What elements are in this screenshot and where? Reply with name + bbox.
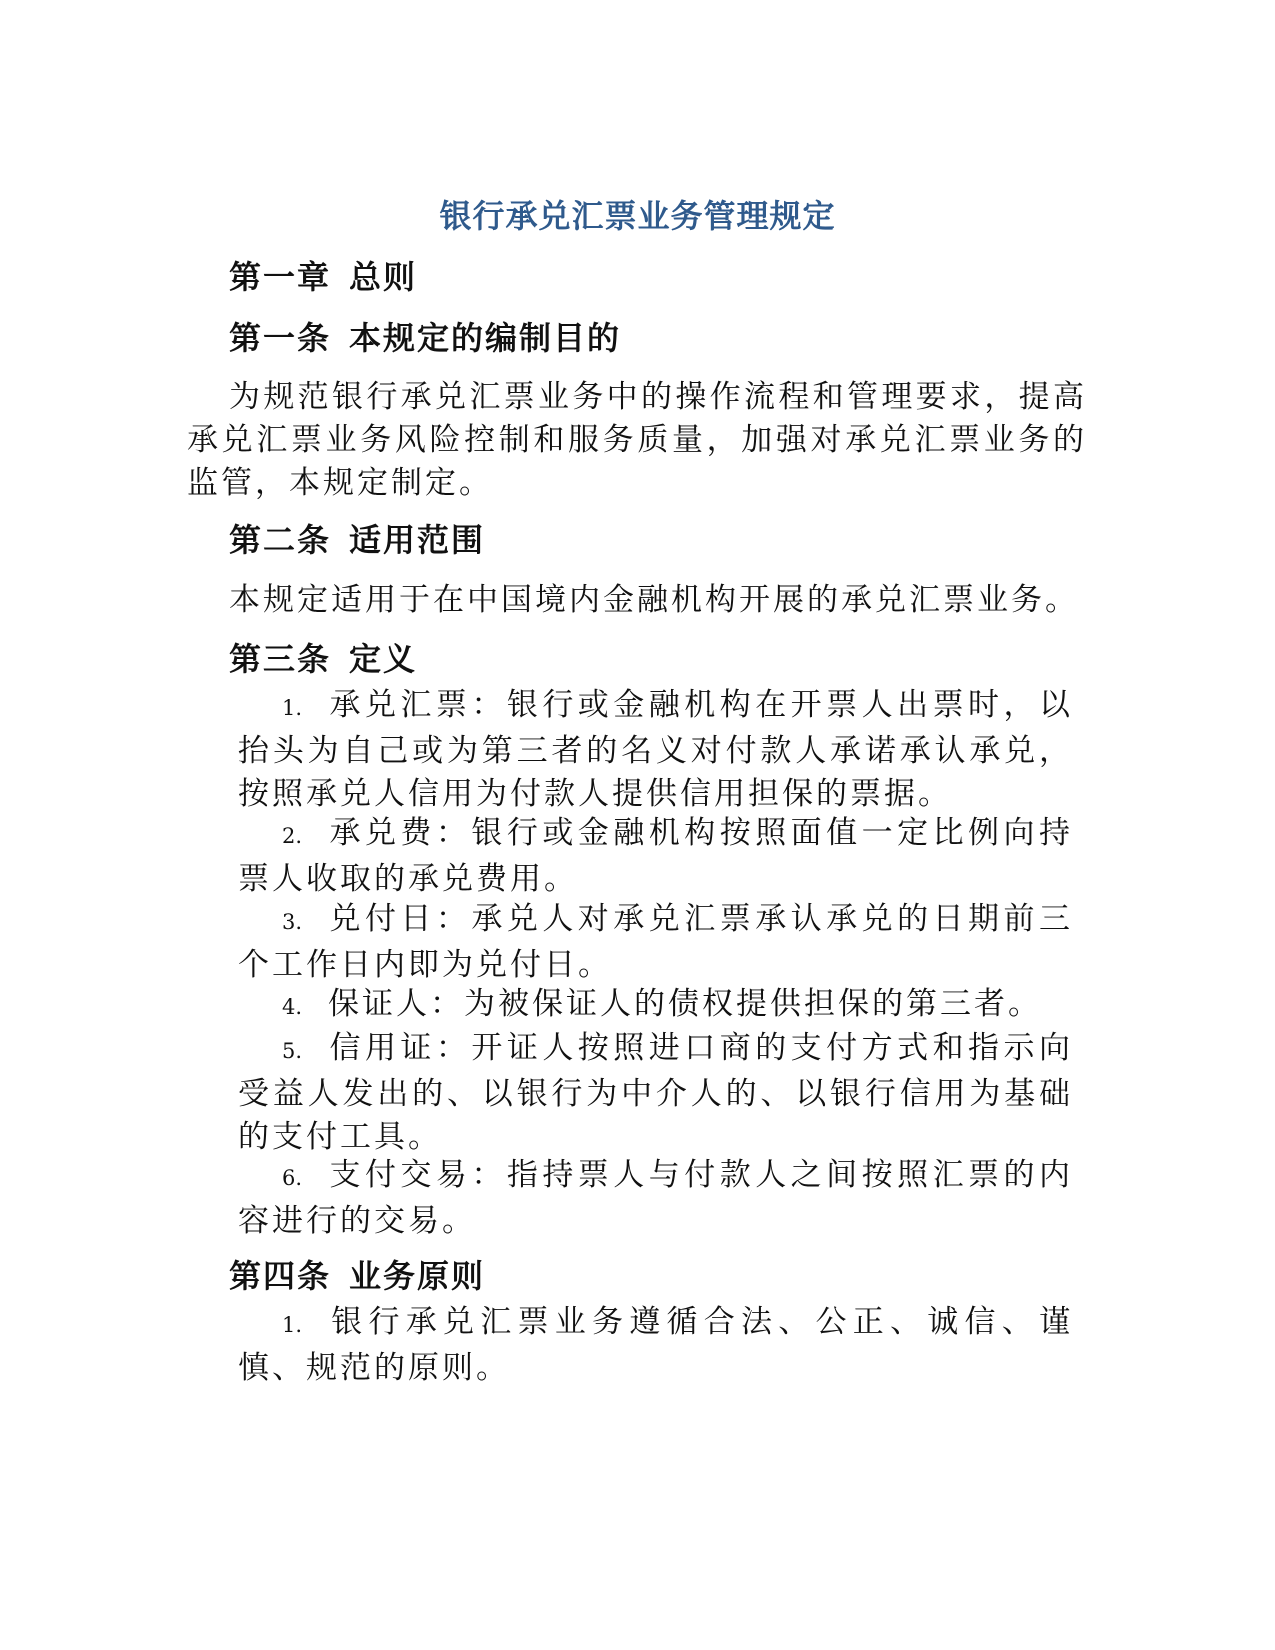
principle-item	[238, 1301, 1073, 1390]
list-number: 1.	[282, 1313, 303, 1337]
article-3-heading	[229, 637, 417, 681]
definition-item	[238, 684, 1073, 816]
article-2-label: 第二条	[229, 521, 332, 559]
article-4-label: 第四条	[229, 1257, 332, 1295]
article-2-body: 本规定适用于在中国境内金融机构开展的承兑汇票业务。	[229, 582, 1079, 618]
list-number: 2.	[282, 824, 303, 848]
list-number: 3.	[282, 910, 303, 934]
definition-item	[238, 1027, 1073, 1159]
article-4-name: 业务原则	[349, 1257, 486, 1295]
list-text: 保证人：为被保证人的债权提供担保的第三者。	[328, 986, 1042, 1022]
list-number: 6.	[282, 1166, 303, 1190]
list-text: 信用证：开证人按照进口商的支付方式和指示向受益人发出的、以银行为中介人的、以银行信用为基础的支付工具。	[238, 1030, 1073, 1155]
article-1-label: 第一条	[229, 319, 332, 357]
document-title: 银行承兑汇票业务管理规定	[439, 197, 836, 235]
article-3-label: 第三条	[229, 640, 332, 678]
list-number: 4.	[282, 995, 303, 1019]
chapter-heading	[229, 255, 417, 299]
list-number: 1.	[282, 696, 303, 720]
definition-item	[238, 812, 1073, 901]
definition-item	[238, 1154, 1073, 1243]
list-text: 承兑汇票：银行或金融机构在开票人出票时，以抬头为自己或为第三者的名义对付款人承诺承认承兑，按照承兑人信用为付款人提供信用担保的票据。	[238, 687, 1073, 812]
list-text: 支付交易：指持票人与付款人之间按照汇票的内容进行的交易。	[238, 1157, 1073, 1239]
list-number: 5.	[282, 1039, 303, 1063]
chapter-name: 总则	[349, 258, 418, 296]
definition-item	[238, 898, 1073, 987]
article-1-heading	[229, 316, 621, 360]
list-text: 承兑费：银行或金融机构按照面值一定比例向持票人收取的承兑费用。	[238, 815, 1073, 897]
article-2-name: 适用范围	[349, 521, 486, 559]
list-text: 兑付日：承兑人对承兑汇票承认承兑的日期前三个工作日内即为兑付日。	[238, 901, 1073, 983]
list-text: 银行承兑汇票业务遵循合法、公正、诚信、谨慎、规范的原则。	[238, 1304, 1073, 1386]
article-2-heading	[229, 518, 485, 562]
article-1-name: 本规定的编制目的	[349, 319, 622, 357]
definition-item	[238, 983, 1073, 1029]
chapter-label: 第一章	[229, 258, 332, 296]
article-4-heading	[229, 1254, 485, 1298]
article-3-name: 定义	[349, 640, 418, 678]
article-1-body: 为规范银行承兑汇票业务中的操作流程和管理要求，提高承兑汇票业务风险控制和服务质量，加强对承兑汇票业务的监管，本规定制定。	[187, 379, 1087, 501]
